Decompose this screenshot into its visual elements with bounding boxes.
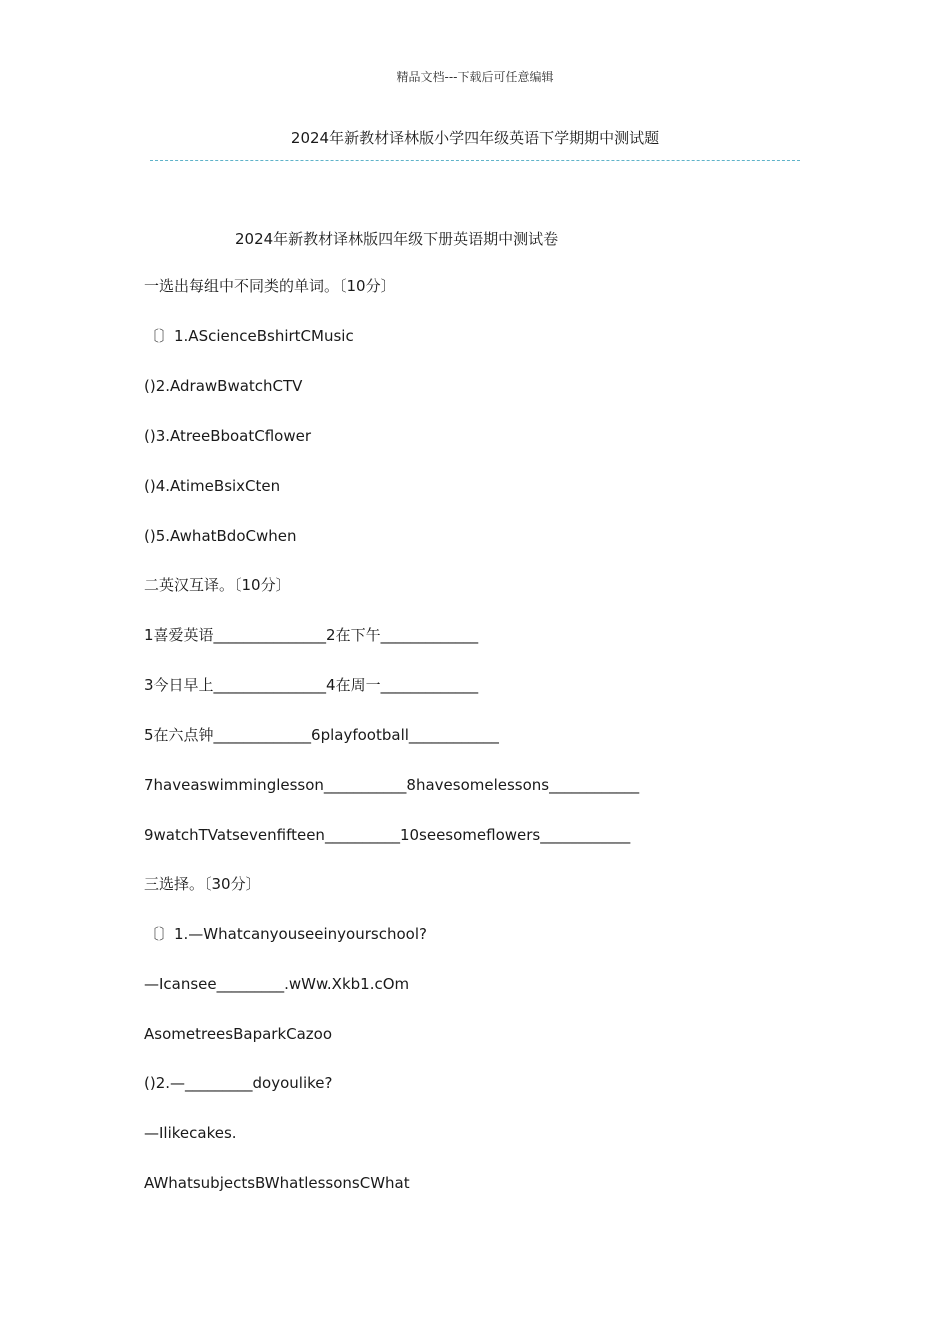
- question-line: ()2.AdrawBwatchCTV: [144, 377, 303, 395]
- question-line: ()2.—_________doyoulike?: [144, 1074, 333, 1092]
- question-line: —Icansee_________.wWw.Xkb1.cOm: [144, 975, 410, 993]
- question-line: 5在六点钟_____________6playfootball____________: [144, 726, 499, 744]
- document-title: 2024年新教材译林版小学四年级英语下学期期中测试题: [290, 129, 660, 147]
- section-heading: 三选择。〔30分〕: [144, 875, 261, 893]
- question-line: 9watchTVatsevenfifteen__________10seesomeflowers____________: [144, 826, 631, 844]
- question-line: ()4.AtimeBsixCten: [144, 477, 281, 495]
- answer-options: AWhatsubjectsBWhatlessonsCWhat: [144, 1174, 410, 1192]
- section-heading: 二英汉互译。〔10分〕: [144, 576, 291, 594]
- section-heading: 一选出每组中不同类的单词。〔10分〕: [144, 277, 396, 295]
- question-line: 〔〕1.—Whatcanyouseeinyourschool?: [144, 925, 427, 943]
- question-line: 7haveaswimminglesson___________8havesomelessons____________: [144, 776, 640, 794]
- question-line: —Ilikecakes.: [144, 1124, 237, 1142]
- dashed-divider: [150, 160, 800, 161]
- answer-options: AsometreesBaparkCazoo: [144, 1025, 333, 1043]
- exam-title: 2024年新教材译林版四年级下册英语期中测试卷: [235, 230, 559, 248]
- question-line: 3今日早上_______________4在周一_____________: [144, 676, 479, 694]
- question-line: 1喜爱英语_______________2在下午_____________: [144, 626, 479, 644]
- question-line: ()3.AtreeBboatCflower: [144, 427, 312, 445]
- question-line: 〔〕1.AScienceBshirtCMusic: [144, 327, 354, 345]
- question-line: ()5.AwhatBdoCwhen: [144, 527, 297, 545]
- header-note: 精品文档---下载后可任意编辑: [396, 70, 554, 84]
